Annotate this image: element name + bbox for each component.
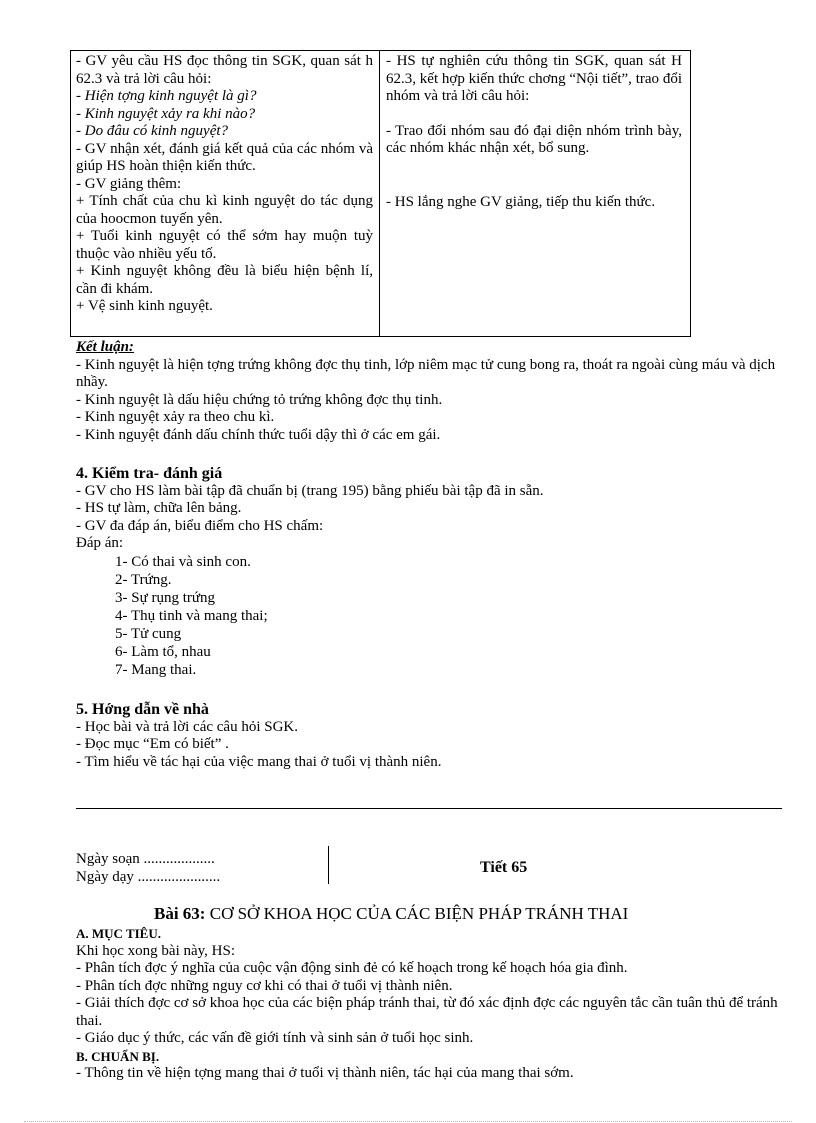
preparation-line: - Thông tin về hiện tợng mang thai ở tuổi vị thành niên, tác hại của mang thai sớm.	[76, 1065, 574, 1081]
date-prepared: Ngày soạn ...................	[76, 851, 215, 867]
objective-line: - Phân tích đợc những nguy cơ khi có thai ở tuổi vị thành niên.	[76, 977, 453, 994]
objective-line: - Phân tích đợc ý nghĩa của cuộc vận động sinh đẻ có kế hoạch trong kế hoạch hóa gia đình.	[76, 960, 628, 976]
homework-heading: 5. Hớng dẫn về nhà	[76, 701, 209, 718]
assessment-heading: 4. Kiểm tra- đánh giá	[76, 465, 223, 482]
teacher-instruction: - GV yêu cầu HS đọc thông tin SGK, quan sát h 62.3 và trả lời câu hỏi:	[76, 53, 373, 87]
question-1: - Hiện tợng kinh nguyệt là gì?	[76, 88, 257, 104]
assessment-line: - GV đa đáp án, biểu điểm cho HS chấm:	[76, 517, 324, 534]
answer-item: 7- Mang thai.	[115, 661, 197, 678]
lesson-name: CƠ SỞ KHOA HỌC CỦA CÁC BIỆN PHÁP TRÁNH THAI	[205, 904, 629, 923]
header-divider	[328, 846, 329, 884]
answer-item: 5- Tử cung	[115, 625, 182, 642]
objective-line: - Giáo dục ý thức, các vấn đề giới tính và sinh sản ở tuổi học sinh.	[76, 1030, 474, 1046]
homework-line: - Học bài và trả lời các câu hỏi SGK.	[76, 718, 299, 735]
preparation-heading: B. CHUẨN BỊ.	[76, 1048, 160, 1064]
conclusion-section	[76, 339, 784, 444]
conclusion-line: - Kinh nguyệt là hiện tợng trứng không đợc thụ tinh, lớp niêm mạc tử cung bong ra, thoát ra ngoài cùng máu và dịch nhầy.	[76, 356, 776, 390]
assessment-line: - HS tự làm, chữa lên bảng.	[76, 500, 242, 516]
lesson-title	[154, 905, 628, 923]
question-3: - Do đâu có kinh nguyệt?	[76, 123, 229, 139]
date-taught: Ngày dạy ......................	[76, 868, 221, 885]
page-bottom-border	[24, 1121, 792, 1122]
answer-list	[76, 553, 784, 679]
activity-table	[70, 50, 691, 337]
explain-point-2: + Tuổi kinh nguyệt có thể sớm hay muộn tuỳ thuộc vào nhiều yếu tố.	[76, 228, 373, 262]
teacher-activity-column	[71, 51, 380, 336]
homework-line: - Đọc mục “Em có biết” .	[76, 736, 229, 752]
question-2: - Kinh nguyệt xảy ra khi nào?	[76, 105, 256, 122]
answer-item: 2- Trứng.	[115, 571, 172, 588]
student-activity-2: - Trao đổi nhóm sau đó đại diện nhóm trình bày, các nhóm khác nhận xét, bổ sung.	[386, 122, 682, 156]
conclusion-line: - Kinh nguyệt xảy ra theo chu kì.	[76, 409, 275, 425]
homework-line: - Tìm hiểu về tác hại của việc mang thai ở tuổi vị thành niên.	[76, 753, 442, 770]
conclusion-line: - Kinh nguyệt đánh dấu chính thức tuổi dậy thì ở các em gái.	[76, 426, 441, 443]
answer-item: 6- Làm tổ, nhau	[115, 643, 211, 660]
lesson-number: Bài 63:	[154, 904, 206, 923]
conclusion-line: - Kinh nguyệt là dấu hiệu chứng tỏ trứng không đợc thụ tinh.	[76, 391, 443, 408]
answers-label: Đáp án:	[76, 535, 124, 551]
teacher-feedback: - GV nhận xét, đánh giá kết quả của các nhóm và giúp HS hoàn thiện kiến thức.	[76, 140, 373, 174]
homework-section	[76, 701, 784, 771]
teacher-explains: - GV giảng thêm:	[76, 175, 182, 192]
conclusion-title: Kết luận:	[76, 339, 134, 355]
period-number: Tiết 65	[480, 859, 528, 876]
objectives-section	[76, 925, 784, 1083]
student-activity-column	[380, 51, 690, 336]
explain-point-4: + Vệ sinh kinh nguyệt.	[76, 298, 213, 314]
explain-point-1: + Tính chất của chu kì kinh nguyệt do tác dụng của hoocmon tuyến yên.	[76, 193, 373, 227]
answer-item: 1- Có thai và sinh con.	[115, 553, 251, 570]
answer-item: 4- Thụ tinh và mang thai;	[115, 607, 268, 624]
lesson-dates	[76, 851, 220, 886]
section-divider	[76, 808, 782, 809]
student-activity-1: - HS tự nghiên cứu thông tin SGK, quan sát H 62.3, kết hợp kiến thức chơng “Nội tiết”, trao đổi nhóm và trả lời câu hỏi:	[386, 53, 682, 104]
assessment-section	[76, 465, 784, 679]
explain-point-3: + Kinh nguyệt không đều là biểu hiện bệnh lí, cần đi khám.	[76, 263, 373, 297]
answer-item: 3- Sự rụng trứng	[115, 589, 216, 606]
objective-line: - Giải thích đợc cơ sở khoa học của các biện pháp tránh thai, từ đó xác định đợc các nguyên tắc cần tuân thủ để tránh thai.	[76, 995, 778, 1029]
objective-line: Khi học xong bài này, HS:	[76, 942, 236, 959]
objectives-heading: A. MỤC TIÊU.	[76, 926, 161, 941]
assessment-line: - GV cho HS làm bài tập đã chuẩn bị (trang 195) bằng phiếu bài tập đã in sẵn.	[76, 482, 544, 499]
student-activity-3: - HS lắng nghe GV giảng, tiếp thu kiến thức.	[386, 193, 656, 210]
